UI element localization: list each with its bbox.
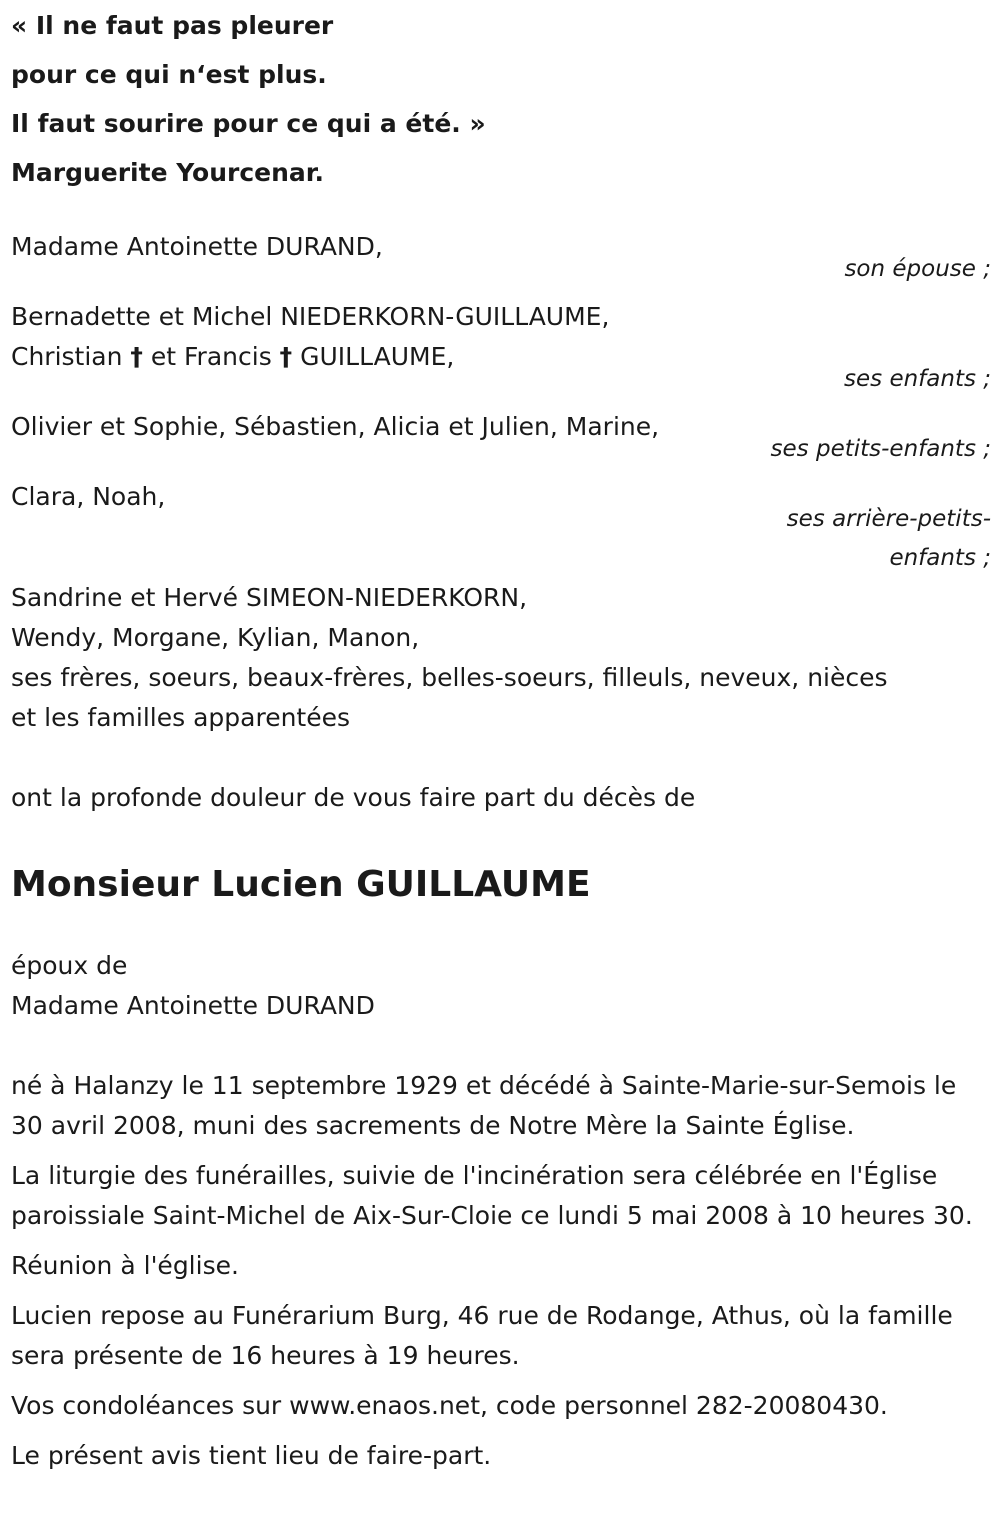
epigraph-quote xyxy=(11,1,991,197)
condolences-paragraph xyxy=(11,1386,991,1426)
cross-icon: † xyxy=(130,342,143,371)
spouse-name: Madame Antoinette DURAND, xyxy=(11,232,383,261)
quote-line: Il faut sourire pour ce qui a été. » xyxy=(11,109,486,138)
grandchildren-line: Olivier et Sophie, Sébastien, Alicia et Julien, Marine, xyxy=(11,412,660,441)
paragraph-text: né à Halanzy le 11 septembre 1929 et décédé à Sainte-Marie-sur-Semois le 30 avril 2008, muni des sacrements de Notre Mère la Sainte Église. xyxy=(11,1071,957,1140)
children-line: Bernadette et Michel NIEDERKORN-GUILLAUME, xyxy=(11,302,610,331)
relatives-line: Wendy, Morgane, Kylian, Manon, xyxy=(11,623,420,652)
child-name: Christian xyxy=(11,342,131,371)
notice-paragraph xyxy=(11,1436,991,1476)
funeral-home-paragraph xyxy=(11,1296,991,1376)
paragraph-text: La liturgie des funérailles, suivie de l'incinération sera célébrée en l'Église paroissiale Saint-Michel de Aix-Sur-Cloie ce lundi 5 mai 2008 à 10 heures 30. xyxy=(11,1161,973,1230)
details-section xyxy=(11,1066,991,1476)
obituary-notice xyxy=(11,0,991,1486)
paragraph-text: Lucien repose au Funérarium Burg, 46 rue de Rodange, Athus, où la famille sera présente de 16 heures à 19 heures. xyxy=(11,1301,953,1370)
gathering-paragraph xyxy=(11,1246,991,1286)
funeral-paragraph xyxy=(11,1156,991,1236)
quote-line: « Il ne faut pas pleurer xyxy=(11,11,334,40)
paragraph-text: Le présent avis tient lieu de faire-part. xyxy=(11,1441,492,1470)
relatives-line: ses frères, soeurs, beaux-frères, belles-soeurs, filleuls, neveux, nièces xyxy=(11,663,888,692)
spouse-of-name: Madame Antoinette DURAND xyxy=(11,991,375,1020)
great-grandchildren-line: Clara, Noah, xyxy=(11,482,166,511)
birth-death-paragraph xyxy=(11,1066,991,1146)
relatives-line: Sandrine et Hervé SIMEON-NIEDERKORN, xyxy=(11,583,528,612)
quote-line: pour ce qui n‘est plus. xyxy=(11,60,327,89)
spouse-role: son épouse ; xyxy=(844,256,991,282)
quote-author: Marguerite Yourcenar. xyxy=(11,158,325,187)
relatives-line: et les familles apparentées xyxy=(11,703,351,732)
announcement-text: ont la profonde douleur de vous faire part du décès de xyxy=(11,783,696,812)
cross-icon: † xyxy=(279,342,293,371)
family-list xyxy=(11,227,991,738)
paragraph-text: Vos condoléances sur www.enaos.net, code personnel 282-20080430. xyxy=(11,1391,888,1420)
children-role: ses enfants ; xyxy=(844,366,991,392)
spouse-of-label: époux de xyxy=(11,951,128,980)
great-grandchildren-role: enfants ; xyxy=(889,545,991,571)
grandchildren-role: ses petits-enfants ; xyxy=(770,436,991,462)
child-surname: GUILLAUME, xyxy=(292,342,455,371)
deceased-name: Monsieur Lucien GUILLAUME xyxy=(11,864,591,905)
paragraph-text: Réunion à l'église. xyxy=(11,1251,239,1280)
child-name: et Francis xyxy=(142,342,280,371)
great-grandchildren-role: ses arrière-petits- xyxy=(786,506,991,532)
